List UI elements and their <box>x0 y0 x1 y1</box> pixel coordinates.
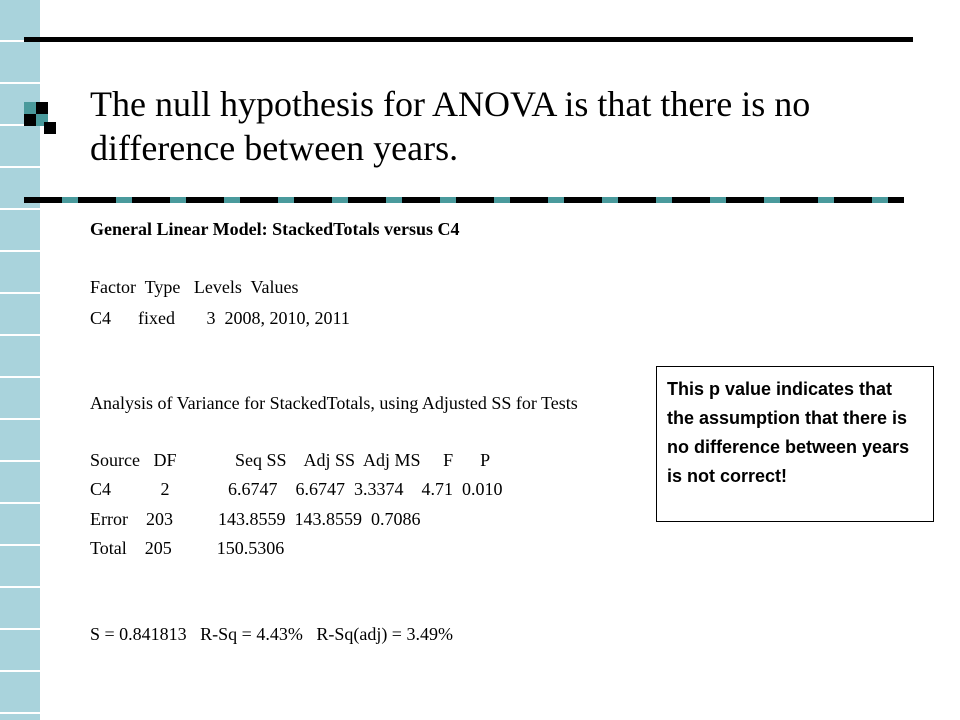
anova-row-c4: C4 2 6.6747 6.6747 3.3374 4.71 0.010 <box>90 479 503 499</box>
anova-row-total: Total 205 150.5306 <box>90 538 285 558</box>
callout-box <box>656 366 934 522</box>
slide-title: The null hypothesis for ANOVA is that there is no difference between years. <box>90 84 811 168</box>
glm-heading: General Linear Model: StackedTotals versus C4 <box>90 219 460 239</box>
factor-table-row: C4 fixed 3 2008, 2010, 2011 <box>90 308 350 328</box>
callout-text: This p value indicates that the assumption that there is no difference between years is not correct! <box>667 379 910 486</box>
anova-heading: Analysis of Variance for StackedTotals, using Adjusted SS for Tests <box>90 393 578 413</box>
checkered-bullet-icon <box>24 102 56 134</box>
anova-table-header: Source DF Seq SS Adj SS Adj MS F P <box>90 450 491 470</box>
top-rule <box>24 37 913 42</box>
factor-table-header: Factor Type Levels Values <box>90 277 299 297</box>
anova-row-error: Error 203 143.8559 143.8559 0.7086 <box>90 509 421 529</box>
model-summary: S = 0.841813 R-Sq = 4.43% R-Sq(adj) = 3.49% <box>90 624 453 644</box>
title-divider <box>24 197 904 203</box>
